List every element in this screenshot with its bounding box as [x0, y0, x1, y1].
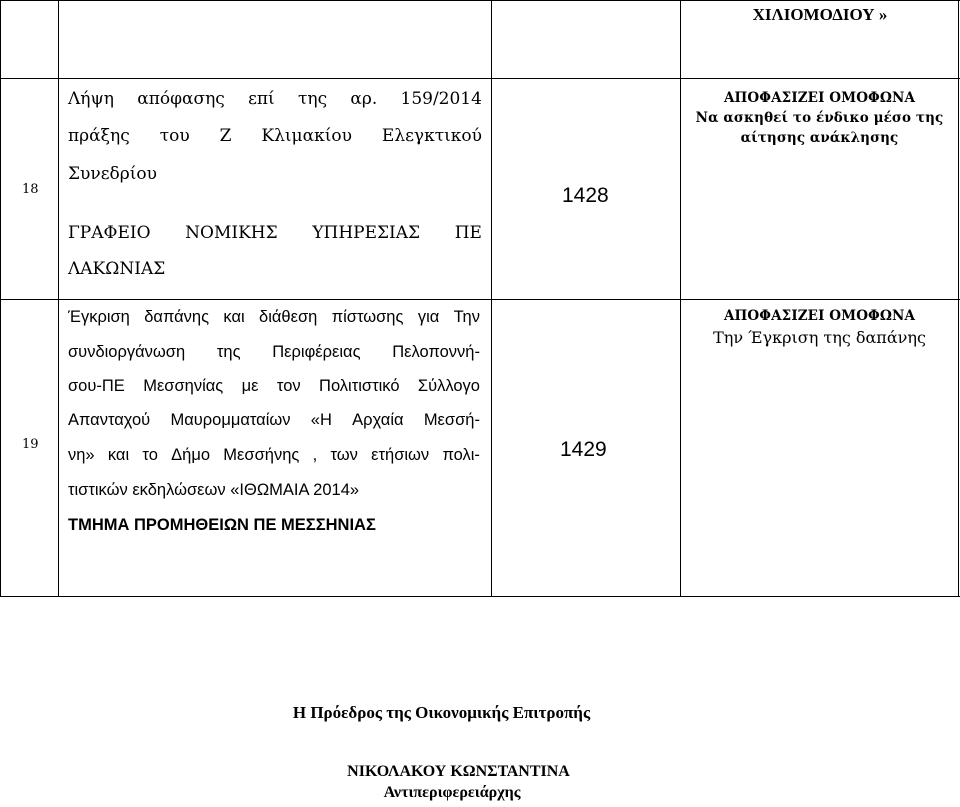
subject-word: πίστωσης	[331, 308, 404, 326]
protocol-number: 1428	[562, 184, 609, 207]
subject-word: Απανταχού	[68, 411, 151, 429]
subject-word: αρ.	[350, 89, 378, 109]
decision-text: Την Έγκριση της δαπάνης	[713, 328, 926, 347]
decision-heading: ΑΠΟΦΑΣΙΖΕΙ ΟΜΟΦΩΝΑ	[723, 308, 916, 324]
subject-word: Έγκριση	[68, 308, 130, 326]
continuation-text: ΧΙΛΙΟΜΟΔΙΟΥ »	[752, 5, 888, 24]
subject-word: το	[142, 446, 158, 464]
decision-text: αίτησης ανάκλησης	[740, 130, 899, 146]
subject-line	[68, 446, 480, 465]
subject-word: Ελεγκτικού	[381, 126, 482, 146]
subject-word: της	[297, 89, 328, 109]
subject-word: Δήμο	[171, 446, 211, 464]
subject-word: πράξης	[68, 126, 130, 146]
subject-word: ΛΑΚΩΝΙΑΣ	[68, 259, 166, 279]
subject-word: ετήσιων	[371, 446, 430, 464]
subject-word: και	[223, 308, 245, 326]
subject-word: Μεσσηνίας	[143, 377, 224, 395]
subject-word: ΝΟΜΙΚΗΣ	[185, 223, 278, 243]
subject-word: Περιφέρειας	[272, 343, 361, 361]
subject-word: των	[330, 446, 358, 464]
decision-text: Να ασκηθεί το ένδικο μέσο της	[695, 110, 944, 126]
subject-word: για	[417, 308, 440, 326]
subject-word: Πολιτιστικό	[319, 377, 400, 395]
subject-word: επί	[248, 89, 275, 109]
subject-word: Συνεδρίου	[68, 164, 157, 184]
subject-word: Μεσσή-	[423, 411, 480, 429]
subject-word: νη»	[68, 446, 95, 464]
subject-word: σου-ΠΕ	[68, 377, 125, 395]
subject-word: 159/2014	[400, 89, 482, 109]
subject-line	[68, 343, 480, 362]
subject-word: τον	[276, 377, 301, 395]
row-number: 19	[22, 437, 39, 452]
decision-heading: ΑΠΟΦΑΣΙΖΕΙ ΟΜΟΦΩΝΑ	[723, 90, 916, 106]
subject-line	[68, 377, 480, 396]
subject-word: Μαυρομματαίων	[170, 411, 291, 429]
subject-word: ΥΠΗΡΕΣΙΑΣ	[312, 223, 421, 243]
subject-line	[68, 164, 157, 184]
subject-word: πολι-	[442, 446, 480, 464]
subject-word: με	[241, 377, 259, 395]
subject-line	[68, 126, 482, 146]
subject-word: διάθεση	[259, 308, 318, 326]
subject-word: του	[159, 126, 190, 146]
subject-line	[68, 308, 480, 327]
subject-word: και	[107, 446, 130, 464]
signature-name: ΝΙΚΟΛΑΚΟΥ ΚΩΝΣΤΑΝΤΙΝΑ	[347, 763, 570, 780]
subject-word: απόφασης	[137, 89, 225, 109]
subject-word: Λήψη	[68, 89, 114, 109]
subject-word: «Η	[310, 411, 332, 429]
subject-line	[68, 411, 480, 430]
subject-word: ,	[312, 446, 318, 464]
signature-title: Αντιπεριφερειάρχης	[383, 784, 521, 801]
subject-line	[68, 259, 165, 279]
signature-role: Η Πρόεδρος της Οικονομικής Επιτροπής	[292, 703, 591, 722]
subject-line	[68, 481, 359, 500]
subject-word: Σύλλογο	[417, 377, 480, 395]
subject-office: ΤΜΗΜΑ ΠΡΟΜΗΘΕΙΩΝ ΠΕ ΜΕΣΣΗΝΙΑΣ	[68, 516, 376, 534]
subject-line	[68, 89, 482, 109]
subject-word: ΠΕ	[454, 223, 482, 243]
subject-word: συνδιοργάνωση	[68, 343, 186, 361]
subject-word: Κλιμακίου	[261, 126, 352, 146]
subject-word: Αρχαία	[352, 411, 404, 429]
subject-word: της	[216, 343, 241, 361]
subject-word: Την	[453, 308, 480, 326]
subject-word: δαπάνης	[144, 308, 210, 326]
protocol-number: 1429	[560, 438, 607, 461]
subject-word: Ζ	[219, 126, 232, 146]
subject-word: Μεσσήνης	[223, 446, 300, 464]
subject-line	[68, 223, 482, 243]
row-number: 18	[22, 182, 39, 197]
subject-word: Πελοποννή-	[392, 343, 480, 361]
subject-word: ΓΡΑΦΕΙΟ	[68, 223, 151, 243]
subject-word: τιστικών εκδηλώσεων «ΙΘΩΜΑΙΑ 2014»	[68, 481, 360, 499]
